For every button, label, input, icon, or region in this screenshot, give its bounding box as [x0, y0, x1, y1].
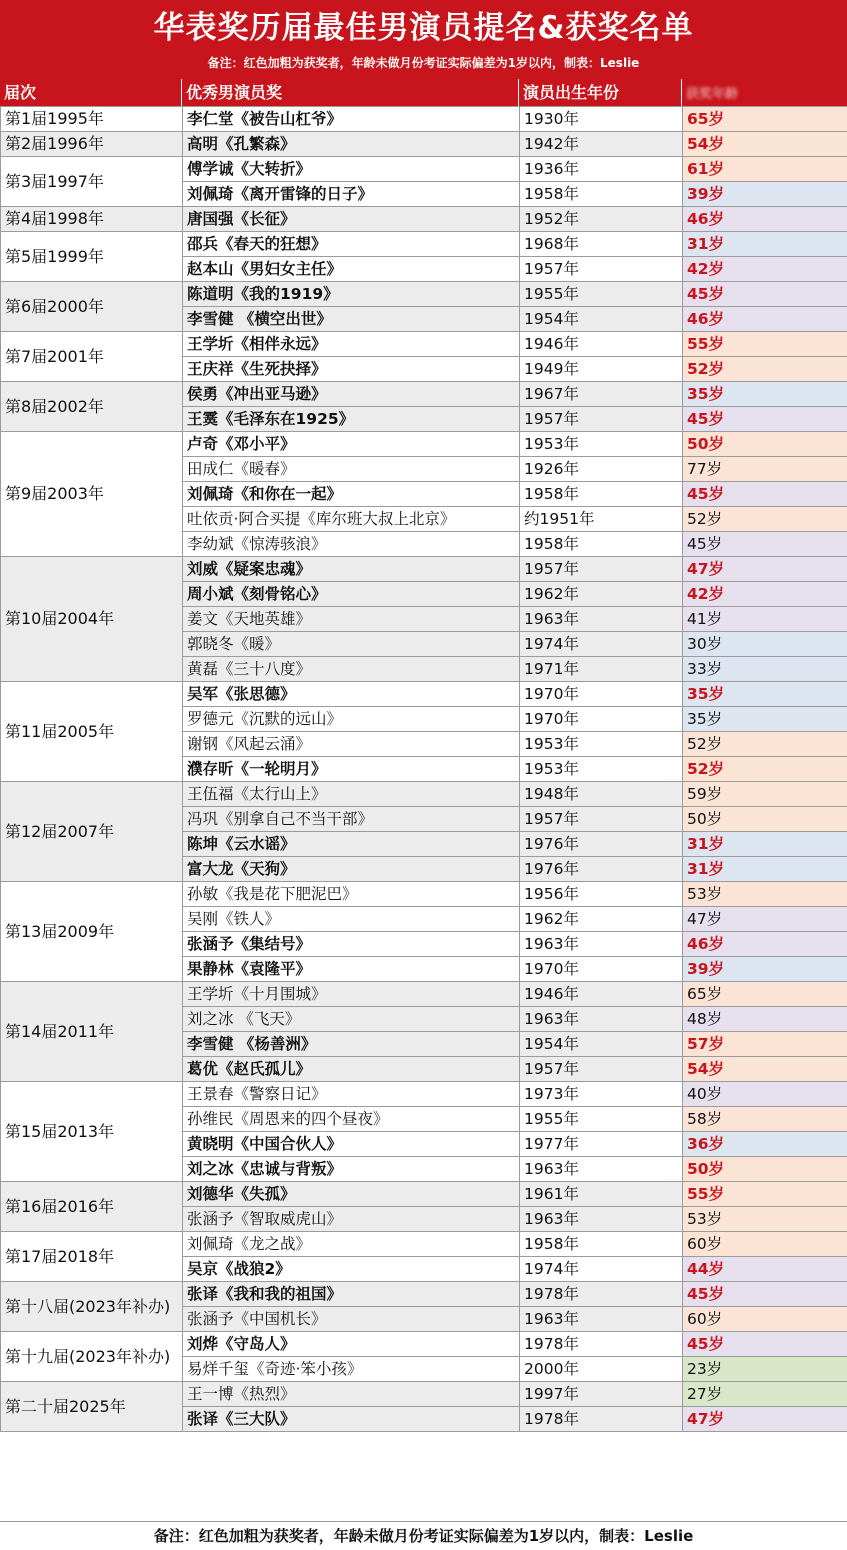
winner-actor-cell: 侯勇《冲出亚马逊》 [183, 382, 520, 407]
header-round: 届次 [0, 79, 182, 106]
table-row [1, 1282, 847, 1307]
age-cell: 47岁 [683, 557, 847, 582]
winner-actor-cell: 张译《三大队》 [183, 1407, 520, 1432]
winner-actor-cell: 富大龙《天狗》 [183, 857, 520, 882]
nominee-actor-cell: 王学圻《十月围城》 [183, 982, 520, 1007]
age-cell: 48岁 [683, 1007, 847, 1032]
birth-year-cell: 1963年 [520, 1307, 683, 1332]
nominee-actor-cell: 易烊千玺《奇迹·笨小孩》 [183, 1357, 520, 1382]
birth-year-cell: 1963年 [520, 932, 683, 957]
birth-year-cell: 1978年 [520, 1282, 683, 1307]
round-cell: 第13届2009年 [1, 882, 183, 982]
round-cell: 第3届1997年 [1, 157, 183, 207]
round-cell: 第5届1999年 [1, 232, 183, 282]
birth-year-cell: 1957年 [520, 407, 683, 432]
age-cell: 45岁 [683, 282, 847, 307]
birth-year-cell: 1963年 [520, 1157, 683, 1182]
age-cell: 50岁 [683, 432, 847, 457]
age-cell: 46岁 [683, 207, 847, 232]
round-cell: 第9届2003年 [1, 432, 183, 557]
age-cell: 60岁 [683, 1307, 847, 1332]
table-row [1, 432, 847, 457]
nominee-actor-cell: 王一博《热烈》 [183, 1382, 520, 1407]
birth-year-cell: 1942年 [520, 132, 683, 157]
nominee-actor-cell: 孙敏《我是花下肥泥巴》 [183, 882, 520, 907]
winner-actor-cell: 刘佩琦《离开雷锋的日子》 [183, 182, 520, 207]
birth-year-cell: 约1951年 [520, 507, 683, 532]
winner-actor-cell: 张涵予《集结号》 [183, 932, 520, 957]
birth-year-cell: 1952年 [520, 207, 683, 232]
birth-year-cell: 1926年 [520, 457, 683, 482]
age-cell: 35岁 [683, 707, 847, 732]
age-cell: 23岁 [683, 1357, 847, 1382]
age-cell: 47岁 [683, 907, 847, 932]
age-cell: 50岁 [683, 1157, 847, 1182]
age-cell: 55岁 [683, 1182, 847, 1207]
nominee-actor-cell: 郭晓冬《暖》 [183, 632, 520, 657]
nominee-actor-cell: 谢钢《风起云涌》 [183, 732, 520, 757]
age-cell: 52岁 [683, 757, 847, 782]
table-row [1, 1082, 847, 1107]
birth-year-cell: 1958年 [520, 482, 683, 507]
birth-year-cell: 1955年 [520, 1107, 683, 1132]
age-cell: 45岁 [683, 482, 847, 507]
winner-actor-cell: 高明《孔繁森》 [183, 132, 520, 157]
table-row [1, 557, 847, 582]
table-row [1, 1232, 847, 1257]
age-cell: 54岁 [683, 1057, 847, 1082]
table-row [1, 157, 847, 182]
birth-year-cell: 1970年 [520, 957, 683, 982]
winner-actor-cell: 吴军《张思德》 [183, 682, 520, 707]
birth-year-cell: 1978年 [520, 1332, 683, 1357]
age-cell: 35岁 [683, 382, 847, 407]
age-cell: 50岁 [683, 807, 847, 832]
header-age-blurred-text: 获奖年龄 [686, 87, 738, 102]
age-cell: 53岁 [683, 882, 847, 907]
table-row [1, 982, 847, 1007]
nominee-actor-cell: 孙维民《周恩来的四个昼夜》 [183, 1107, 520, 1132]
birth-year-cell: 1976年 [520, 857, 683, 882]
round-cell: 第7届2001年 [1, 332, 183, 382]
age-cell: 30岁 [683, 632, 847, 657]
nominee-table [0, 106, 847, 1432]
winner-actor-cell: 傅学诚《大转折》 [183, 157, 520, 182]
age-cell: 65岁 [683, 982, 847, 1007]
winner-actor-cell: 卢奇《邓小平》 [183, 432, 520, 457]
header-age [682, 79, 847, 106]
birth-year-cell: 1976年 [520, 832, 683, 857]
birth-year-cell: 1954年 [520, 307, 683, 332]
nominee-actor-cell: 吐依贡·阿合买提《库尔班大叔上北京》 [183, 507, 520, 532]
age-cell: 53岁 [683, 1207, 847, 1232]
age-cell: 52岁 [683, 507, 847, 532]
winner-actor-cell: 刘德华《失孤》 [183, 1182, 520, 1207]
birth-year-cell: 1953年 [520, 757, 683, 782]
age-cell: 45岁 [683, 1332, 847, 1357]
table-row [1, 282, 847, 307]
table-row [1, 132, 847, 157]
age-cell: 36岁 [683, 1132, 847, 1157]
birth-year-cell: 1957年 [520, 807, 683, 832]
table-body [1, 107, 847, 1432]
round-cell: 第二十届2025年 [1, 1382, 183, 1432]
table-row [1, 332, 847, 357]
table-row [1, 1332, 847, 1357]
birth-year-cell: 1970年 [520, 682, 683, 707]
table-row [1, 682, 847, 707]
winner-actor-cell: 邵兵《春天的狂想》 [183, 232, 520, 257]
page-title: 华表奖历届最佳男演员提名&获奖名单 [0, 8, 847, 48]
round-cell: 第十八届(2023年补办) [1, 1282, 183, 1332]
age-cell: 61岁 [683, 157, 847, 182]
winner-actor-cell: 刘威《疑案忠魂》 [183, 557, 520, 582]
birth-year-cell: 1957年 [520, 557, 683, 582]
nominee-actor-cell: 罗德元《沉默的远山》 [183, 707, 520, 732]
age-cell: 52岁 [683, 732, 847, 757]
winner-actor-cell: 陈道明《我的1919》 [183, 282, 520, 307]
round-cell: 第4届1998年 [1, 207, 183, 232]
birth-year-cell: 1949年 [520, 357, 683, 382]
age-cell: 59岁 [683, 782, 847, 807]
birth-year-cell: 1974年 [520, 1257, 683, 1282]
nominee-actor-cell: 刘之冰 《飞天》 [183, 1007, 520, 1032]
age-cell: 77岁 [683, 457, 847, 482]
birth-year-cell: 1953年 [520, 432, 683, 457]
age-cell: 31岁 [683, 832, 847, 857]
winner-actor-cell: 刘佩琦《和你在一起》 [183, 482, 520, 507]
age-cell: 44岁 [683, 1257, 847, 1282]
birth-year-cell: 1957年 [520, 257, 683, 282]
birth-year-cell: 1946年 [520, 332, 683, 357]
age-cell: 58岁 [683, 1107, 847, 1132]
page-subtitle: 备注：红色加粗为获奖者，年龄未做月份考证实际偏差为1岁以内，制表：Leslie [0, 54, 847, 72]
birth-year-cell: 1948年 [520, 782, 683, 807]
birth-year-cell: 1963年 [520, 1207, 683, 1232]
table-row [1, 107, 847, 132]
age-cell: 33岁 [683, 657, 847, 682]
winner-actor-cell: 李雪健 《横空出世》 [183, 307, 520, 332]
winner-actor-cell: 王庆祥《生死抉择》 [183, 357, 520, 382]
birth-year-cell: 1974年 [520, 632, 683, 657]
birth-year-cell: 1967年 [520, 382, 683, 407]
birth-year-cell: 1936年 [520, 157, 683, 182]
winner-actor-cell: 濮存昕《一轮明月》 [183, 757, 520, 782]
birth-year-cell: 1977年 [520, 1132, 683, 1157]
round-cell: 第16届2016年 [1, 1182, 183, 1232]
header-birth-year: 演员出生年份 [519, 79, 682, 106]
birth-year-cell: 1961年 [520, 1182, 683, 1207]
nominee-actor-cell: 黄磊《三十八度》 [183, 657, 520, 682]
age-cell: 45岁 [683, 407, 847, 432]
birth-year-cell: 1930年 [520, 107, 683, 132]
round-cell: 第8届2002年 [1, 382, 183, 432]
winner-actor-cell: 黄晓明《中国合伙人》 [183, 1132, 520, 1157]
birth-year-cell: 1946年 [520, 982, 683, 1007]
nominee-actor-cell: 李幼斌《惊涛骇浪》 [183, 532, 520, 557]
birth-year-cell: 1963年 [520, 607, 683, 632]
age-cell: 47岁 [683, 1407, 847, 1432]
winner-actor-cell: 吴京《战狼2》 [183, 1257, 520, 1282]
nominee-actor-cell: 吴刚《铁人》 [183, 907, 520, 932]
age-cell: 27岁 [683, 1382, 847, 1407]
table-row [1, 382, 847, 407]
age-cell: 52岁 [683, 357, 847, 382]
round-cell: 第15届2013年 [1, 1082, 183, 1182]
table-header [0, 79, 847, 106]
birth-year-cell: 1962年 [520, 582, 683, 607]
age-cell: 39岁 [683, 182, 847, 207]
nominee-actor-cell: 田成仁《暖春》 [183, 457, 520, 482]
birth-year-cell: 1957年 [520, 1057, 683, 1082]
birth-year-cell: 1978年 [520, 1407, 683, 1432]
winner-actor-cell: 周小斌《刻骨铭心》 [183, 582, 520, 607]
birth-year-cell: 1968年 [520, 232, 683, 257]
birth-year-cell: 1953年 [520, 732, 683, 757]
round-cell: 第6届2000年 [1, 282, 183, 332]
age-cell: 45岁 [683, 532, 847, 557]
age-cell: 39岁 [683, 957, 847, 982]
age-cell: 57岁 [683, 1032, 847, 1057]
age-cell: 41岁 [683, 607, 847, 632]
header-actor: 优秀男演员奖 [182, 79, 519, 106]
birth-year-cell: 1973年 [520, 1082, 683, 1107]
table-row [1, 1182, 847, 1207]
table-row [1, 207, 847, 232]
round-cell: 第11届2005年 [1, 682, 183, 782]
winner-actor-cell: 刘之冰《忠诚与背叛》 [183, 1157, 520, 1182]
round-cell: 第十九届(2023年补办) [1, 1332, 183, 1382]
age-cell: 31岁 [683, 857, 847, 882]
round-cell: 第10届2004年 [1, 557, 183, 682]
birth-year-cell: 1963年 [520, 1007, 683, 1032]
table-row [1, 1382, 847, 1407]
age-cell: 42岁 [683, 257, 847, 282]
birth-year-cell: 1954年 [520, 1032, 683, 1057]
age-cell: 45岁 [683, 1282, 847, 1307]
nominee-actor-cell: 王伍福《太行山上》 [183, 782, 520, 807]
age-cell: 54岁 [683, 132, 847, 157]
birth-year-cell: 1997年 [520, 1382, 683, 1407]
footer-note: 备注：红色加粗为获奖者，年龄未做月份考证实际偏差为1岁以内，制表：Leslie [0, 1521, 847, 1550]
nominee-actor-cell: 张涵予《智取威虎山》 [183, 1207, 520, 1232]
winner-actor-cell: 王霙《毛泽东在1925》 [183, 407, 520, 432]
round-cell: 第2届1996年 [1, 132, 183, 157]
winner-actor-cell: 张译《我和我的祖国》 [183, 1282, 520, 1307]
winner-actor-cell: 李雪健 《杨善洲》 [183, 1032, 520, 1057]
birth-year-cell: 1970年 [520, 707, 683, 732]
age-cell: 46岁 [683, 932, 847, 957]
birth-year-cell: 2000年 [520, 1357, 683, 1382]
age-cell: 40岁 [683, 1082, 847, 1107]
winner-actor-cell: 葛优《赵氏孤儿》 [183, 1057, 520, 1082]
nominee-actor-cell: 冯巩《别拿自己不当干部》 [183, 807, 520, 832]
birth-year-cell: 1958年 [520, 532, 683, 557]
nominee-actor-cell: 刘佩琦《龙之战》 [183, 1232, 520, 1257]
birth-year-cell: 1971年 [520, 657, 683, 682]
birth-year-cell: 1956年 [520, 882, 683, 907]
winner-actor-cell: 刘烨《守岛人》 [183, 1332, 520, 1357]
nominee-actor-cell: 姜文《天地英雄》 [183, 607, 520, 632]
round-cell: 第1届1995年 [1, 107, 183, 132]
winner-actor-cell: 王学圻《相伴永远》 [183, 332, 520, 357]
age-cell: 46岁 [683, 307, 847, 332]
round-cell: 第12届2007年 [1, 782, 183, 882]
age-cell: 60岁 [683, 1232, 847, 1257]
age-cell: 31岁 [683, 232, 847, 257]
nominee-actor-cell: 王景春《警察日记》 [183, 1082, 520, 1107]
nominee-actor-cell: 张涵予《中国机长》 [183, 1307, 520, 1332]
age-cell: 35岁 [683, 682, 847, 707]
table-row [1, 232, 847, 257]
round-cell: 第14届2011年 [1, 982, 183, 1082]
age-cell: 55岁 [683, 332, 847, 357]
winner-actor-cell: 李仁堂《被告山杠爷》 [183, 107, 520, 132]
birth-year-cell: 1958年 [520, 182, 683, 207]
winner-actor-cell: 果静林《袁隆平》 [183, 957, 520, 982]
winner-actor-cell: 陈坤《云水谣》 [183, 832, 520, 857]
table-row [1, 882, 847, 907]
table-row [1, 782, 847, 807]
winner-actor-cell: 唐国强《长征》 [183, 207, 520, 232]
title-banner [0, 0, 847, 79]
age-cell: 65岁 [683, 107, 847, 132]
birth-year-cell: 1955年 [520, 282, 683, 307]
age-cell: 42岁 [683, 582, 847, 607]
winner-actor-cell: 赵本山《男妇女主任》 [183, 257, 520, 282]
birth-year-cell: 1962年 [520, 907, 683, 932]
round-cell: 第17届2018年 [1, 1232, 183, 1282]
birth-year-cell: 1958年 [520, 1232, 683, 1257]
